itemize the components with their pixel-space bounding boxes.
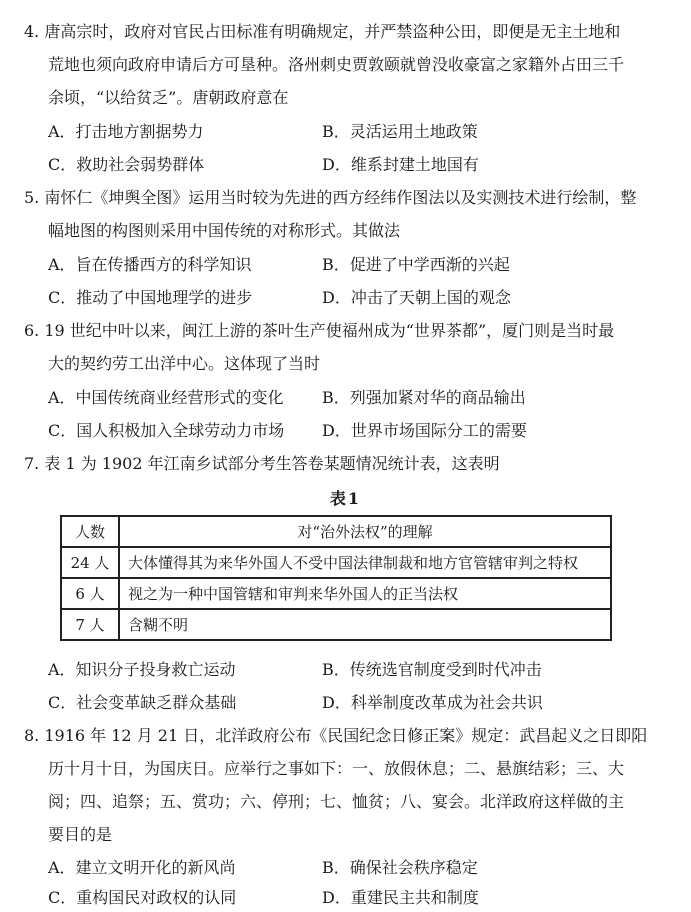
q7-option-a: A．知识分子投身救亡运动 bbox=[48, 660, 236, 679]
q6-line-2: 大的契约劳工出洋中心。这体现了当时 bbox=[48, 354, 321, 373]
table-header-row bbox=[61, 516, 611, 547]
table-row bbox=[61, 547, 611, 578]
q6-option-c: C．国人积极加入全球劳动力市场 bbox=[48, 421, 285, 440]
q8-line-1: 8. 1916 年 12 月 21 日，北洋政府公布《民国纪念日修正案》规定：武昌起义之日即阳 bbox=[24, 726, 648, 745]
table-header-count: 人数 bbox=[61, 516, 119, 547]
q8-line-3: 阅；四、追祭；五、赏功；六、停刑；七、恤贫；八、宴会。北洋政府这样做的主 bbox=[48, 792, 625, 811]
q8-option-c: C．重构国民对政权的认同 bbox=[48, 888, 237, 907]
table-cell-count: 6 人 bbox=[61, 578, 119, 609]
q7-option-d: D．科举制度改革成为社会共识 bbox=[322, 693, 543, 712]
q5-option-a: A．旨在传播西方的科学知识 bbox=[48, 255, 252, 274]
q5-line-2: 幅地图的构图则采用中国传统的对称形式。其做法 bbox=[48, 221, 401, 240]
q4-option-d: D．维系封建土地国有 bbox=[322, 155, 479, 174]
q8-line-4: 要目的是 bbox=[48, 825, 113, 844]
q6-option-a: A．中国传统商业经营形式的变化 bbox=[48, 388, 284, 407]
q7-line-1: 7. 表 1 为 1902 年江南乡试部分考生答卷某题情况统计表，这表明 bbox=[24, 454, 500, 473]
table-title: 表1 bbox=[329, 489, 362, 508]
q4-line-3: 余顷，“以给贫乏”。唐朝政府意在 bbox=[48, 88, 289, 107]
q4-option-a: A．打击地方割据势力 bbox=[48, 122, 204, 141]
q6-option-b: B．列强加紧对华的商品输出 bbox=[322, 388, 526, 407]
q4-option-b: B．灵活运用土地政策 bbox=[322, 122, 478, 141]
q5-option-c: C．推动了中国地理学的进步 bbox=[48, 288, 253, 307]
q4-line-1: 4. 唐高宗时，政府对官民占田标准有明确规定，并严禁盗种公田，即便是无主土地和 bbox=[24, 22, 621, 41]
q5-option-b: B．促进了中学西渐的兴起 bbox=[322, 255, 510, 274]
q8-option-b: B．确保社会秩序稳定 bbox=[322, 858, 478, 877]
q7-option-b: B．传统选官制度受到时代冲击 bbox=[322, 660, 542, 679]
q6-line-1: 6. 19 世纪中叶以来，闽江上游的茶叶生产使福州成为“世界茶都”，厦门则是当时最 bbox=[24, 321, 615, 340]
q5-line-1: 5. 南怀仁《坤舆全图》运用当时较为先进的西方经纬作图法以及实测技术进行绘制，整 bbox=[24, 188, 637, 207]
table-cell-understanding: 视之为一种中国管辖和审判来华外国人的正当法权 bbox=[119, 578, 611, 609]
q4-line-2: 荒地也须向政府申请后方可垦种。洛州刺史贾敦颐就曾没收豪富之家籍外占田三千 bbox=[48, 55, 625, 74]
table-cell-understanding: 含糊不明 bbox=[119, 609, 611, 640]
q8-line-2: 历十月十日，为国庆日。应举行之事如下：一、放假休息；二、悬旗结彩；三、大 bbox=[48, 759, 625, 778]
statistics-table bbox=[60, 515, 612, 641]
q5-option-d: D．冲击了天朝上国的观念 bbox=[322, 288, 511, 307]
q8-option-d: D．重建民主共和制度 bbox=[322, 888, 479, 907]
table-cell-count: 7 人 bbox=[61, 609, 119, 640]
table-cell-count: 24 人 bbox=[61, 547, 119, 578]
table-cell-understanding: 大体懂得其为来华外国人不受中国法律制裁和地方官管辖审判之特权 bbox=[119, 547, 611, 578]
table-row bbox=[61, 578, 611, 609]
q4-option-c: C．救助社会弱势群体 bbox=[48, 155, 205, 174]
table-row bbox=[61, 609, 611, 640]
table-header-understanding: 对“治外法权”的理解 bbox=[119, 516, 611, 547]
q8-option-a: A．建立文明开化的新风尚 bbox=[48, 858, 236, 877]
q7-option-c: C．社会变革缺乏群众基础 bbox=[48, 693, 237, 712]
q6-option-d: D．世界市场国际分工的需要 bbox=[322, 421, 527, 440]
